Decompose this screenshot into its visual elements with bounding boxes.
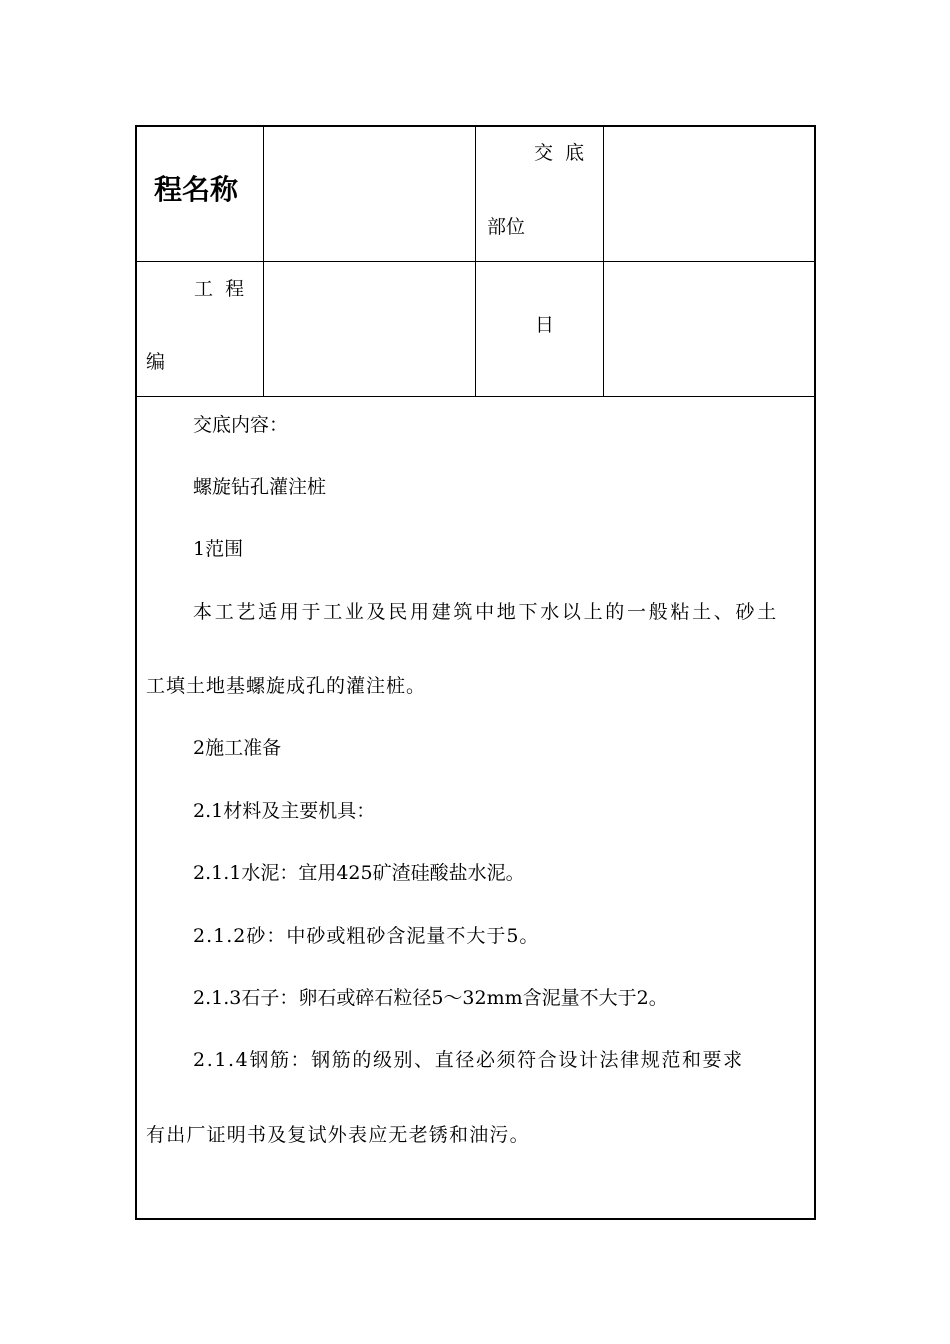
content-line: 有出厂证明书及复试外表应无老锈和油污。 <box>146 1124 530 1146</box>
project-name-label: 程名称 <box>154 173 239 206</box>
content-line: 2.1材料及主要机具： <box>193 800 376 822</box>
disclosure-part-label-top: 交 底 <box>534 142 585 164</box>
column-divider-2 <box>475 125 476 396</box>
column-divider-3 <box>603 125 604 396</box>
date-label: 日 <box>535 314 555 336</box>
content-line: 1范围 <box>193 538 244 560</box>
column-divider-1 <box>263 125 264 396</box>
engineering-label-top: 工 程 <box>194 278 245 300</box>
content-line: 2.1.4钢筋：钢筋的级别、直径必须符合设计法律规范和要求 <box>193 1049 744 1071</box>
content-line: 2施工准备 <box>193 737 282 759</box>
content-line: 2.1.3石子：卵石或碎石粒径5～32mm含泥量不大于2。 <box>193 987 668 1009</box>
disclosure-part-label-bottom: 部位 <box>487 216 526 238</box>
row-divider-2 <box>135 396 816 397</box>
content-line: 2.1.1水泥：宜用425矿渣硅酸盐水泥。 <box>193 862 525 884</box>
content-title: 螺旋钻孔灌注桩 <box>193 476 327 498</box>
engineering-label-bottom: 编 <box>146 351 166 373</box>
content-heading: 交底内容： <box>193 414 289 436</box>
content-line: 本工艺适用于工业及民用建筑中地下水以上的一般粘土、砂土 <box>193 601 779 623</box>
content-line: 工填土地基螺旋成孔的灌注桩。 <box>146 675 427 697</box>
content-line: 2.1.2砂：中砂或粗砂含泥量不大于5。 <box>193 925 540 947</box>
